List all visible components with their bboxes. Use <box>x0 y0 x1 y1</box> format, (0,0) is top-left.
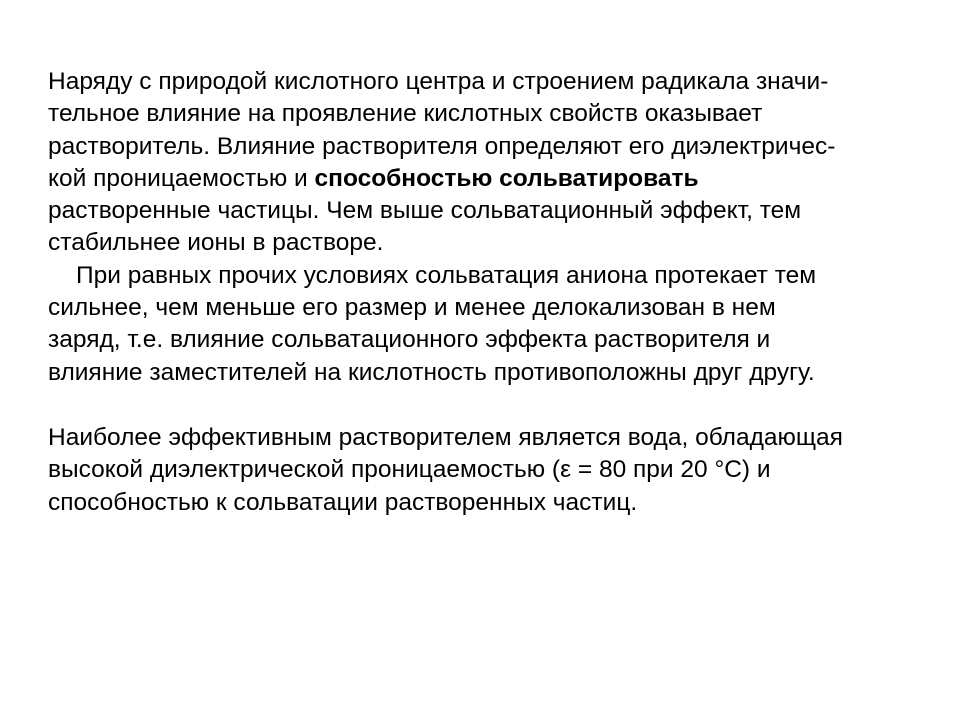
text-line: Наиболее эффективным растворителем является вода, обладающая <box>48 423 843 451</box>
text-line: способностью к сольватации растворенных частиц. <box>48 488 638 516</box>
text-line: тельное влияние на проявление кислотных свойств оказывает <box>48 100 763 128</box>
text-line: Наряду с природой кислотного центра и строением радикала значи- <box>48 68 829 95</box>
paragraph-water-solvent <box>48 422 928 519</box>
text-line: влияние заместителей на кислотность противоположны друг другу. <box>48 358 815 386</box>
text-line: высокой диэлектрической проницаемостью (ε = 80 при 20 °С) и <box>48 456 771 484</box>
text-line: сильнее, чем меньше его размер и менее делокализован в нем <box>48 294 776 322</box>
paragraph-anion-solvation <box>48 260 928 389</box>
text-line: заряд, т.е. влияние сольватационного эффекта растворителя и <box>48 326 771 354</box>
paragraph-solvent-influence <box>48 66 928 260</box>
text-line: растворитель. Влияние растворителя определяют его диэлектричес- <box>48 132 836 160</box>
text-line <box>48 163 928 195</box>
slide-text <box>48 66 928 519</box>
text-line: При равных прочих условиях сольватация аниона протекает тем <box>76 261 817 289</box>
bold-phrase: способностью сольватировать <box>314 164 699 192</box>
text-line: растворенные частицы. Чем выше сольватационный эффект, тем <box>48 197 802 225</box>
text-line: стабильнее ионы в растворе. <box>48 229 384 257</box>
text-fragment: кой проницаемостью и <box>48 164 315 192</box>
paragraph-spacer <box>48 389 928 422</box>
